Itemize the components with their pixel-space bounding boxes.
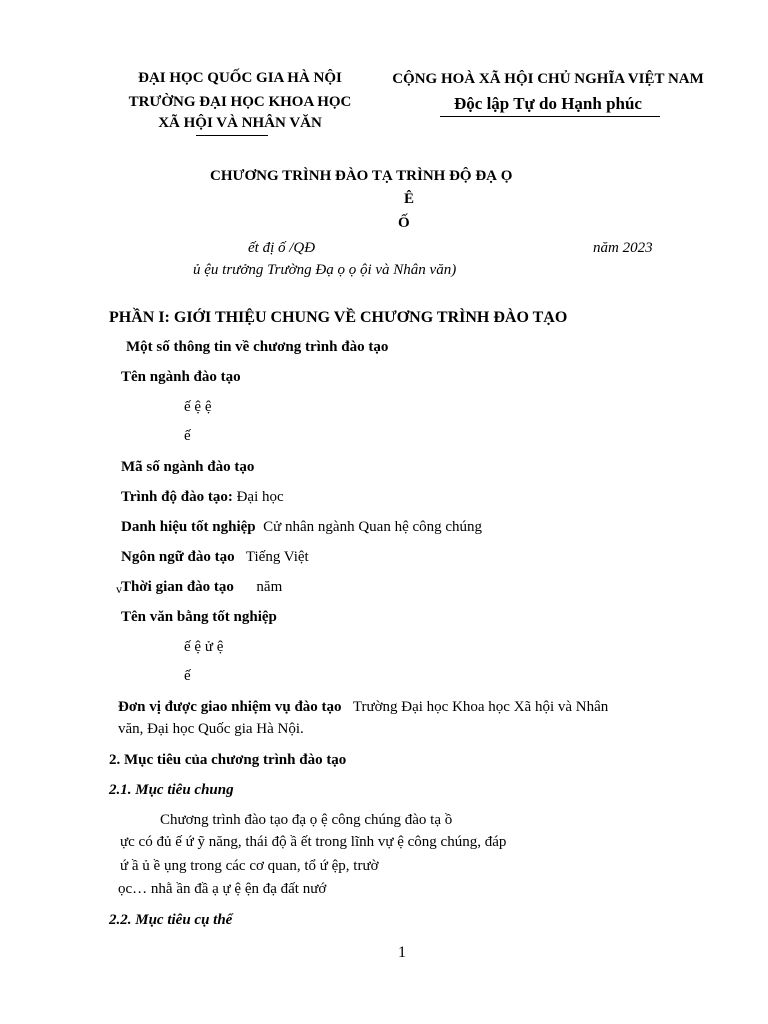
language-value: Tiếng Việt [245, 549, 309, 565]
unit-value-line1: Trường Đại học Khoa học Xã hội và Nhân [352, 699, 609, 715]
degree-name-label: Tên văn bằng tốt nghiệp [121, 609, 277, 625]
level-row [121, 489, 284, 506]
major-name-vi: ế ệ ệ [184, 399, 212, 415]
decision-number: ết đị ố /QĐ [248, 240, 316, 256]
major-name-en: ế [184, 428, 191, 444]
decision-year: năm 2023 [593, 240, 653, 256]
duration-row [121, 579, 282, 596]
degree-title-label: Danh hiệu tốt nghiệp [121, 519, 256, 535]
duration-value: năm [256, 579, 283, 595]
general-objective-line4: ọc… nhằ ần đầ ạ ự ệ ện đạ đất nướ [118, 881, 327, 897]
general-objective-line3: ứ ầ ủ ề ụng trong các cơ quan, tổ ứ ệp, trườ [120, 858, 379, 874]
motto-underline [440, 116, 660, 117]
degree-title-value: Cử nhân ngành Quan hệ công chúng [263, 519, 483, 535]
level-label: Trình độ đào tạo: [121, 489, 233, 505]
faculty-name-line1: TRƯỜNG ĐẠI HỌC KHOA HỌC [128, 94, 352, 110]
unit-label: Đơn vị được giao nhiệm vụ đào tạo [118, 699, 342, 715]
part1-subheading: Một số thông tin về chương trình đào tạo [126, 339, 389, 355]
unit-value-line2: văn, Đại học Quốc gia Hà Nội. [118, 721, 304, 737]
national-motto: Độc lập Tự do Hạnh phúc [454, 94, 642, 113]
degree-name-en: ế [184, 668, 191, 684]
page-number: 1 [398, 944, 406, 961]
section2-2-heading: 2.2. Mục tiêu cụ thể [109, 912, 233, 928]
program-title: CHƯƠNG TRÌNH ĐÀO TẠ TRÌNH ĐỘ ĐẠ Ọ [210, 168, 513, 184]
language-row [121, 549, 309, 566]
faculty-name-line2: XÃ HỘI VÀ NHÂN VĂN [158, 115, 322, 131]
level-value: Đại học [232, 489, 284, 505]
major-name-label: Tên ngành đào tạo [121, 369, 241, 385]
general-objective-line2: ực có đủ ế ứ ỹ năng, thái độ ầ ết trong lĩnh vự ệ công chúng, đáp [120, 834, 507, 850]
language-label: Ngôn ngữ đào tạo [121, 549, 235, 565]
university-name: ĐẠI HỌC QUỐC GIA HÀ NỘI [138, 70, 342, 86]
duration-label: Thời gian đào tạo [121, 579, 234, 595]
section2-heading: 2. Mục tiêu của chương trình đào tạo [109, 752, 347, 768]
part1-heading: PHẦN I: GIỚI THIỆU CHUNG VỀ CHƯƠNG TRÌNH ĐÀO TẠO [109, 309, 568, 326]
major-code-label: Mã số ngành đào tạo [121, 459, 255, 475]
section2-1-heading: 2.1. Mục tiêu chung [109, 782, 234, 798]
decision-issuer: ủ ệu trưởng Trường Đạ ọ ọ ội và Nhân văn) [193, 262, 457, 278]
unit-row [118, 699, 608, 716]
program-title-line3: Ố [398, 215, 410, 231]
national-title: CỘNG HOÀ XÃ HỘI CHỦ NGHĨA VIỆT NAM [392, 71, 704, 87]
degree-title-row [121, 519, 482, 536]
duration-marker: v [116, 582, 122, 596]
header-left-underline [196, 135, 268, 136]
degree-name-vi: ế ệ ử ệ [184, 639, 224, 655]
program-title-line2: Ê [404, 191, 415, 207]
general-objective-line1: Chương trình đào tạo đạ ọ ệ công chúng đào tạ ồ [160, 812, 453, 828]
